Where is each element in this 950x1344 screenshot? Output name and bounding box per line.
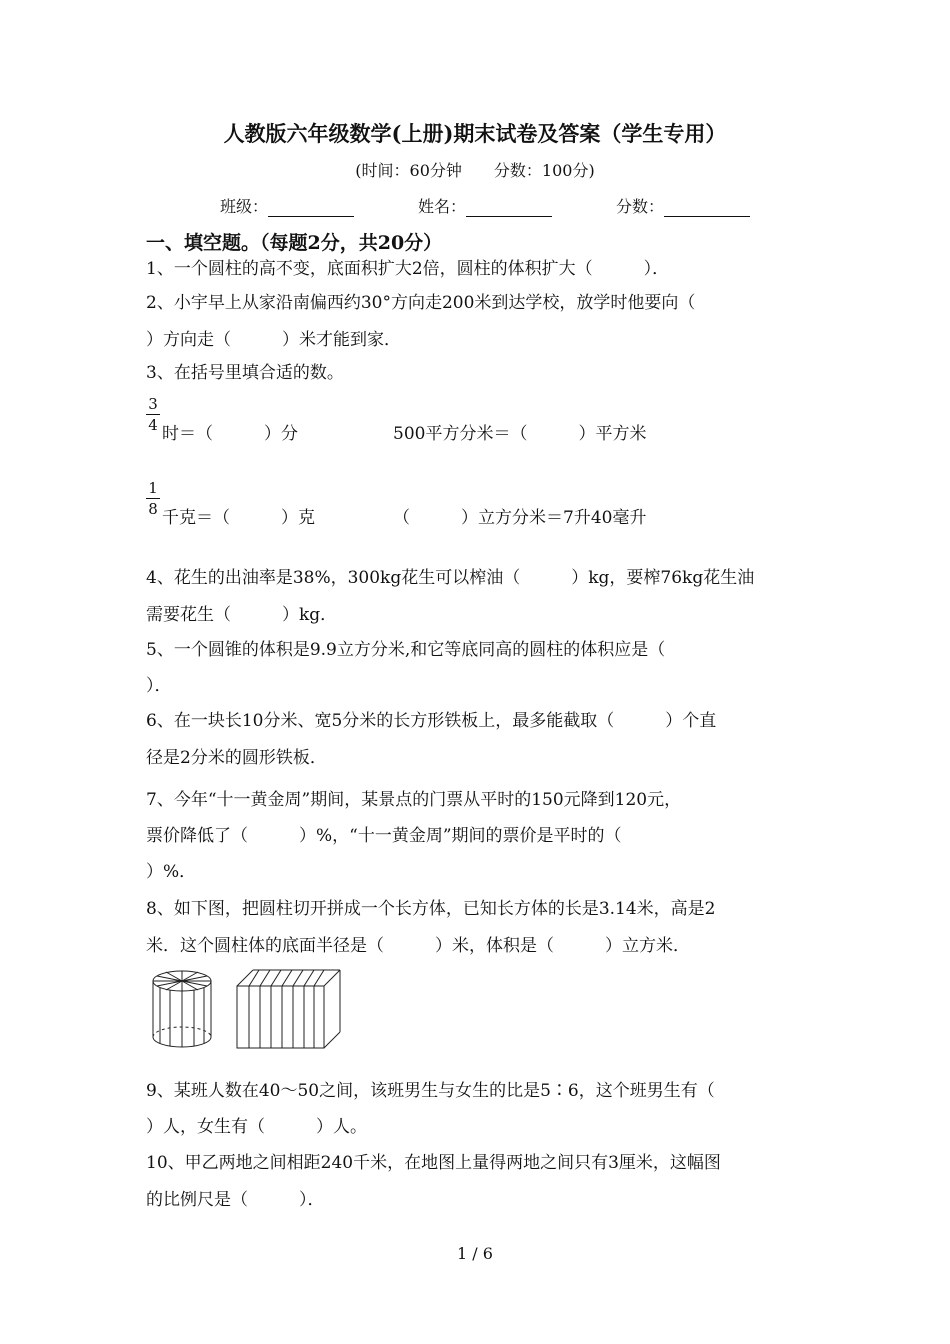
question-5-line2: ）． (146, 676, 172, 696)
question-4-line2: 需要花生（ ）kg． (146, 605, 338, 625)
question-7-line3: ）%． (146, 862, 197, 882)
question-7-line2: 票价降低了（ ）%，“十一黄金周”期间的票价是平时的（ (146, 826, 622, 846)
question-2-line2: ）方向走（ ）米才能到家． (146, 330, 401, 350)
name-label: 姓名： (418, 197, 467, 216)
class-blank[interactable] (268, 200, 354, 217)
question-3-row2-right: （ ）立方分米＝7升40毫升 (393, 508, 647, 528)
question-3: 3、在括号里填合适的数。 (146, 363, 344, 383)
question-9-line1: 9、某班人数在40～50之间，该班男生与女生的比是5∶6，这个班男生有（ (146, 1081, 715, 1101)
class-label: 班级： (220, 197, 269, 216)
fraction-one-eighth: 1 8 (146, 479, 160, 518)
student-info-fields (220, 194, 750, 217)
question-6-line2: 径是2分米的圆形铁板． (146, 748, 327, 768)
question-3-row1-right: 500平方分米＝（ ）平方米 (393, 424, 647, 444)
name-blank[interactable] (466, 200, 552, 217)
score-label: 分数： (616, 197, 665, 216)
question-10-line2: 的比例尺是（ ）． (146, 1190, 325, 1210)
question-3-row2-left: 千克＝（ ）克 (162, 508, 315, 528)
question-5-line1: 5、一个圆锥的体积是9.9立方分米,和它等底同高的圆柱的体积应是（ (146, 640, 666, 660)
page-number: 1 / 6 (457, 1244, 493, 1263)
question-8-line1: 8、如下图，把圆柱切开拼成一个长方体，已知长方体的长是3.14米，高是2 (146, 899, 716, 919)
question-10-line1: 10、甲乙两地之间相距240千米，在地图上量得两地之间只有3厘米，这幅图 (146, 1153, 721, 1173)
question-4-line1: 4、花生的出油率是38%，300kg花生可以榨油（ ）kg，要榨76kg花生油 (146, 568, 755, 588)
cylinder-icon (153, 971, 211, 1047)
question-2-line1: 2、小宇早上从家沿南偏西约30°方向走200米到达学校，放学时他要向（ (146, 293, 696, 313)
question-8-line2: 米．这个圆柱体的底面半径是（ ）米，体积是（ ）立方米． (146, 936, 690, 956)
question-3-row1-left: 时＝（ ）分 (162, 424, 298, 444)
cylinder-cuboid-figure (144, 964, 354, 1054)
exam-info: (时间：60分钟 分数：100分) (355, 161, 595, 180)
question-9-line2: ）人，女生有（ ）人。 (146, 1117, 367, 1137)
fraction-three-quarters: 3 4 (146, 395, 160, 434)
fraction-bar (146, 414, 160, 415)
section-heading: 一、填空题。（每题2分，共20分） (146, 232, 443, 254)
question-6-line1: 6、在一块长10分米、宽5分米的长方形铁板上，最多能截取（ ）个直 (146, 711, 717, 731)
question-1: 1、一个圆柱的高不变，底面积扩大2倍，圆柱的体积扩大（ ）． (146, 259, 670, 279)
page-title: 人教版六年级数学(上册)期末试卷及答案（学生专用） (223, 121, 727, 146)
fraction-bar (146, 498, 160, 499)
score-blank[interactable] (664, 200, 750, 217)
question-7-line1: 7、今年“十一黄金周”期间，某景点的门票从平时的150元降到120元， (146, 790, 682, 810)
cuboid-icon (237, 970, 340, 1048)
